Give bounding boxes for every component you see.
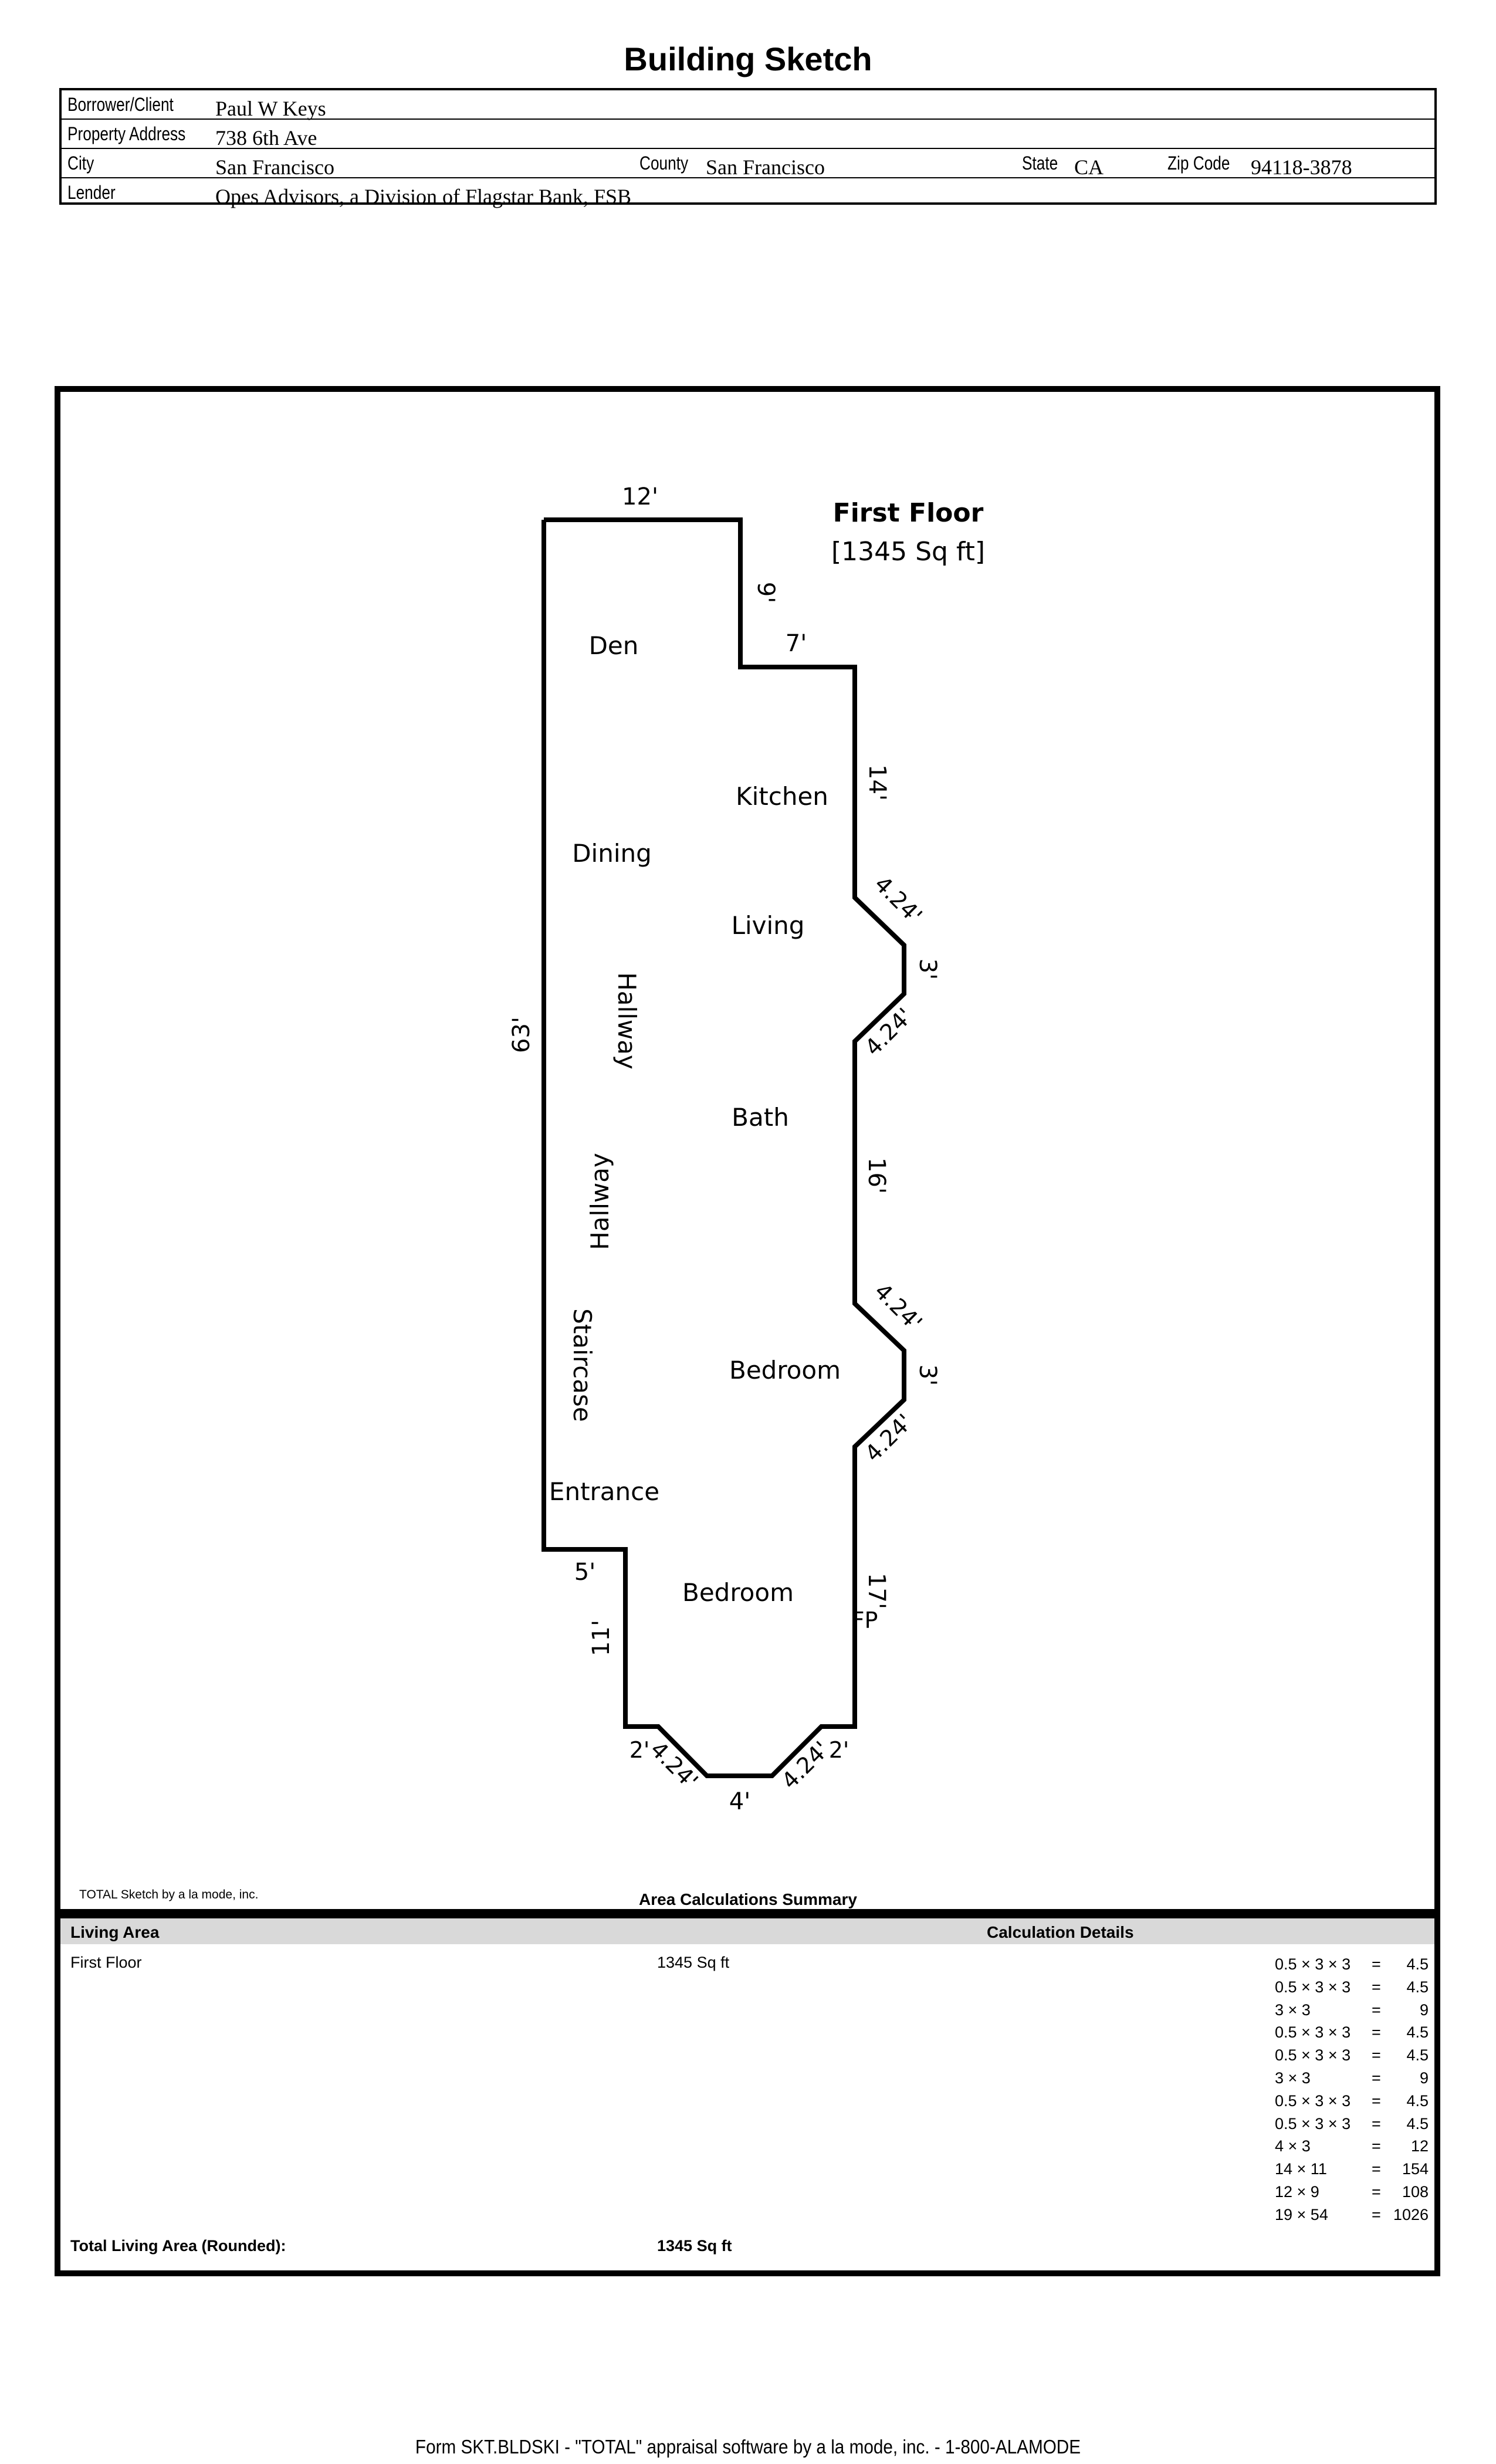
address-value: 738 6th Ave bbox=[215, 126, 317, 150]
total-label: Total Living Area (Rounded): bbox=[70, 2237, 286, 2255]
total-value: 1345 Sq ft bbox=[657, 2237, 732, 2255]
calc-equals: = bbox=[1372, 2091, 1381, 2110]
state-label: State bbox=[1022, 153, 1058, 174]
room-bath: Bath bbox=[732, 1103, 789, 1132]
room-staircase: Staircase bbox=[568, 1308, 597, 1422]
calc-equals: = bbox=[1372, 2183, 1381, 2201]
sketch-credit: TOTAL Sketch by a la mode, inc. bbox=[79, 1888, 259, 1901]
calc-equals: = bbox=[1372, 2001, 1381, 2019]
summary-header-bar bbox=[60, 1918, 1434, 1944]
dim-diag-1: 4.24' bbox=[869, 871, 928, 929]
borrower-label: Borrower/Client bbox=[67, 94, 174, 115]
floor-area-label: [1345 Sq ft] bbox=[831, 537, 986, 567]
calc-equals: = bbox=[1372, 2023, 1381, 2042]
dim-diag-3: 4.24' bbox=[869, 1278, 928, 1336]
room-kitchen: Kitchen bbox=[736, 782, 828, 811]
calc-equals: = bbox=[1372, 2137, 1381, 2155]
calc-row bbox=[1275, 2069, 1429, 2091]
area-summary bbox=[55, 1911, 1440, 2276]
calc-result: 1026 bbox=[1393, 2205, 1429, 2223]
calc-expression: 0.5 × 3 × 3 bbox=[1275, 2046, 1351, 2064]
room-living: Living bbox=[731, 911, 805, 940]
calc-row bbox=[1275, 1955, 1429, 1978]
dim-step-h: 5' bbox=[574, 1559, 596, 1586]
calc-expression: 0.5 × 3 × 3 bbox=[1275, 1955, 1351, 1973]
dim-diag-2: 4.24' bbox=[859, 1003, 918, 1061]
fireplace-label: FP bbox=[851, 1607, 878, 1633]
calc-result: 108 bbox=[1402, 2183, 1429, 2201]
dim-left-side: 63' bbox=[508, 1017, 535, 1053]
form-footer: Form SKT.BLDSKI - "TOTAL" appraisal software by a la mode, inc. - 1-800-ALAMODE bbox=[415, 2436, 1081, 2458]
calc-row bbox=[1275, 2023, 1429, 2046]
dim-small-right: 2' bbox=[828, 1737, 849, 1763]
county-value: San Francisco bbox=[706, 155, 825, 179]
calc-equals: = bbox=[1372, 1978, 1381, 1996]
dim-bath-side: 16' bbox=[863, 1157, 890, 1194]
room-dining: Dining bbox=[572, 839, 652, 868]
floor-plan-svg bbox=[60, 392, 1434, 1909]
calc-result: 4.5 bbox=[1406, 1955, 1429, 1973]
calc-expression: 3 × 3 bbox=[1275, 2069, 1311, 2087]
dim-diag-4: 4.24' bbox=[859, 1409, 918, 1467]
col-living-area: Living Area bbox=[70, 1923, 160, 1941]
calc-expression: 4 × 3 bbox=[1275, 2137, 1311, 2155]
calc-result: 154 bbox=[1402, 2160, 1429, 2178]
calc-result: 4.5 bbox=[1406, 1978, 1429, 1996]
calc-equals: = bbox=[1372, 2069, 1381, 2087]
col-calc-details: Calculation Details bbox=[987, 1923, 1134, 1941]
dim-diag-5: 4.24' bbox=[645, 1736, 703, 1794]
calc-result: 9 bbox=[1419, 2069, 1429, 2087]
calc-row bbox=[1275, 2092, 1429, 2114]
dim-bump-2: 3' bbox=[914, 1364, 941, 1386]
dim-small-left: 2' bbox=[629, 1737, 650, 1763]
sketch-area bbox=[55, 386, 1440, 1915]
address-row bbox=[62, 120, 1434, 149]
dim-step-v: 11' bbox=[588, 1620, 615, 1656]
calc-result: 4.5 bbox=[1406, 2023, 1429, 2042]
calc-result: 9 bbox=[1419, 2001, 1429, 2019]
lender-row bbox=[62, 178, 1434, 208]
floor-title: First Floor bbox=[832, 498, 984, 528]
floor-area: 1345 Sq ft bbox=[657, 1954, 730, 1971]
summary-title: Area Calculations Summary bbox=[639, 1890, 857, 1908]
room-bedroom-2: Bedroom bbox=[682, 1578, 794, 1607]
borrower-row bbox=[62, 90, 1434, 120]
room-hallway-1: Hallway bbox=[612, 972, 641, 1069]
calc-expression: 19 × 54 bbox=[1275, 2205, 1328, 2223]
calc-result: 4.5 bbox=[1406, 2046, 1429, 2064]
calc-equals: = bbox=[1372, 2160, 1381, 2178]
calc-expression: 0.5 × 3 × 3 bbox=[1275, 2114, 1351, 2133]
dim-bottom-right: 17' bbox=[863, 1573, 890, 1609]
calc-row bbox=[1275, 2160, 1429, 2182]
dim-diag-6: 4.24' bbox=[776, 1736, 834, 1794]
zip-value: 94118-3878 bbox=[1251, 155, 1352, 179]
calc-equals: = bbox=[1372, 2205, 1381, 2223]
dim-notch-h: 7' bbox=[785, 630, 807, 657]
calc-equals: = bbox=[1372, 2114, 1381, 2133]
calc-expression: 12 × 9 bbox=[1275, 2183, 1319, 2201]
calc-expression: 0.5 × 3 × 3 bbox=[1275, 2023, 1351, 2042]
dim-notch-v: 9' bbox=[752, 581, 779, 604]
calc-row bbox=[1275, 2115, 1429, 2137]
room-entrance: Entrance bbox=[549, 1477, 660, 1506]
calc-equals: = bbox=[1372, 1955, 1381, 1973]
dim-bottom: 4' bbox=[729, 1788, 751, 1815]
dim-bump-1: 3' bbox=[914, 958, 941, 980]
calc-expression: 3 × 3 bbox=[1275, 2001, 1311, 2019]
state-value: CA bbox=[1074, 155, 1104, 179]
city-value: San Francisco bbox=[215, 155, 334, 179]
room-den: Den bbox=[588, 631, 639, 660]
calc-equals: = bbox=[1372, 2046, 1381, 2064]
calc-row bbox=[1275, 2183, 1429, 2205]
calc-row bbox=[1275, 2046, 1429, 2069]
county-label: County bbox=[639, 153, 689, 174]
floor-name: First Floor bbox=[70, 1954, 142, 1971]
calc-row bbox=[1275, 2001, 1429, 2023]
room-hallway-2: Hallway bbox=[585, 1153, 614, 1250]
city-label: City bbox=[67, 153, 94, 174]
calc-result: 12 bbox=[1410, 2137, 1429, 2155]
calc-row bbox=[1275, 2206, 1429, 2228]
borrower-value: Paul W Keys bbox=[215, 97, 326, 120]
address-label: Property Address bbox=[67, 123, 186, 144]
dim-kitchen-side: 14' bbox=[864, 764, 891, 801]
calc-expression: 14 × 11 bbox=[1275, 2160, 1327, 2178]
calc-result: 4.5 bbox=[1406, 2114, 1429, 2133]
lender-label: Lender bbox=[67, 182, 116, 203]
room-bedroom-1: Bedroom bbox=[729, 1356, 841, 1385]
city-row bbox=[62, 149, 1434, 178]
calc-expression: 0.5 × 3 × 3 bbox=[1275, 2091, 1351, 2110]
calc-row bbox=[1275, 1978, 1429, 2001]
dim-top: 12' bbox=[622, 483, 658, 510]
zip-label: Zip Code bbox=[1167, 153, 1230, 174]
calc-result: 4.5 bbox=[1406, 2091, 1429, 2110]
property-header bbox=[59, 88, 1437, 208]
page-title: Building Sketch bbox=[624, 40, 872, 77]
calc-expression: 0.5 × 3 × 3 bbox=[1275, 1978, 1351, 1996]
calc-row bbox=[1275, 2137, 1429, 2160]
lender-value: Opes Advisors, a Division of Flagstar Bank, FSB bbox=[215, 185, 632, 208]
